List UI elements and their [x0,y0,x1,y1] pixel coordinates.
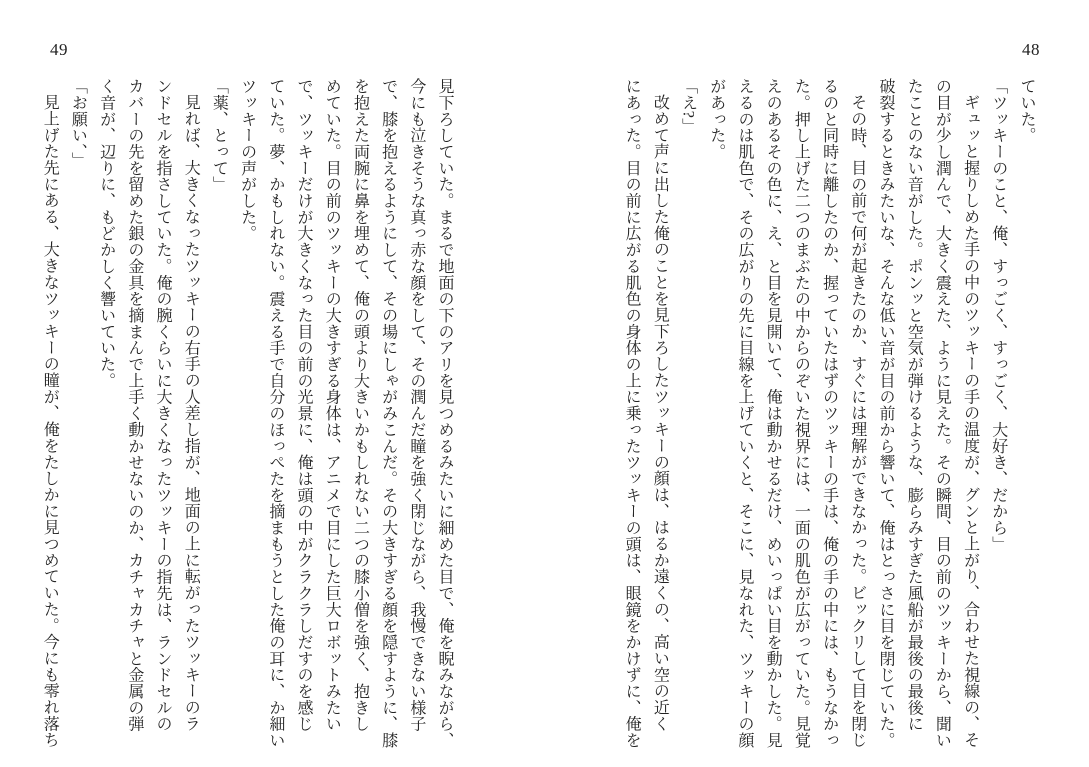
text-line: えのあるその色に、え、と目を見開いて、俺は動かせるだけ、めいっぱい目を動かした。見 [764,78,782,749]
text-line: ていた。 [1018,78,1035,144]
text-line: カバーの先を留めた銀の金具を摘まんで上手く動かせないのか、カチャカチャと金属の弾 [125,78,143,732]
text-line: く音が、辺りに、もどかしく響いていた。 [97,78,115,389]
text-line: 「お願い、」 [69,78,87,169]
page-49-text-body [35,78,458,750]
text-line: 「え?」 [679,78,697,135]
text-line: ていた。夢、かもしれない。震える手で自分のほっぺたを摘まもうとした俺の耳に、か細い [266,78,284,749]
text-line: たことのない音がした。ポンッと空気が弾けるような、膨らみすぎた風船が最後の最後に [905,78,923,732]
text-line: ンドセルを指さしていた。俺の腕くらいに大きくなったツッキーの指先は、ランドセルの [154,78,172,732]
text-line: があった。 [707,78,725,160]
text-line: 見上げた先にある、大きなツッキーの瞳が、俺をたしかに見つめていた。今にも零れ落ち [41,94,59,748]
text-line: ツッキーの声がした。 [238,78,256,242]
text-line: で、膝を抱えるようにして、その場にしゃがみこんだ。その大きすぎる顔を隠すように、膝 [379,78,397,749]
text-line: ギュッと握りしめた手の中のツッキーの手の温度が、グンと上がり、合わせた視線の、そ [961,94,979,748]
page-number: 49 [50,40,68,59]
text-line: 今にも泣きそうな真っ赤な顔をして、その潤んだ瞳を強く閉じながら、我慢できない様子 [407,78,425,732]
text-line: にあった。目の前に広がる肌色の身体の上に乗ったツッキーの頭は、眼鏡をかけずに、俺を [623,78,641,749]
text-line: 見れば、大きくなったツッキーの右手の人差し指が、地面の上に転がったツッキーのラ [182,94,200,732]
text-line: えるのは肌色で、その広がりの先に目線を上げていくと、そこに、見なれた、ツッキーの顔 [735,78,753,749]
text-line: を抱えた両腕に鼻を埋めて、俺の頭より大きいかもしれない二つの膝小僧を強く、抱きし [351,78,369,732]
text-line: るのと同時に離したのか、握っていたはずのツッキーの手は、俺の手の中には、もうなかっ [820,78,838,749]
text-line: 破裂するときみたいな、そんな低い音が目の前から響いて、俺はとっさに目を閉じていた。 [876,78,894,749]
text-line: た。押し上げた二つのまぶたの中からのぞいた視界には、一面の肌色が広がっていた。見覚 [792,78,810,749]
text-line: 「ツッキーのこと、俺、すっごく、すっごく、大好き、だから」 [989,78,1007,553]
text-line: めていた。目の前のツッキーの大きすぎる身体は、アニメで目にした巨大ロボットみたい [323,78,341,732]
text-line: 改めて声に出した俺のことを見下ろしたツッキーの顔は、はるか遠くの、高い空の近く [651,94,669,732]
page-48-text-body [617,78,1040,750]
text-line: 見下ろしていた。まるで地面の下のアリを見つめるみたいに細めた目で、俺を睨みながら、 [436,78,454,749]
text-line: で、ツッキーだけが大きくなった目の前の光景に、俺は頭の中がクラクラしだすのを感じ [295,78,313,732]
text-line: 「薬、とって」 [210,78,228,193]
text-line: その時、目の前で何が起きたのか、すぐには理解ができなかった。ビックリして目を閉じ [848,94,866,748]
page-number: 48 [1022,40,1040,59]
text-line: の目が少し潤んで、大きく震えた、ように見えた。その瞬間、目の前のツッキーから、聞い [933,78,951,749]
